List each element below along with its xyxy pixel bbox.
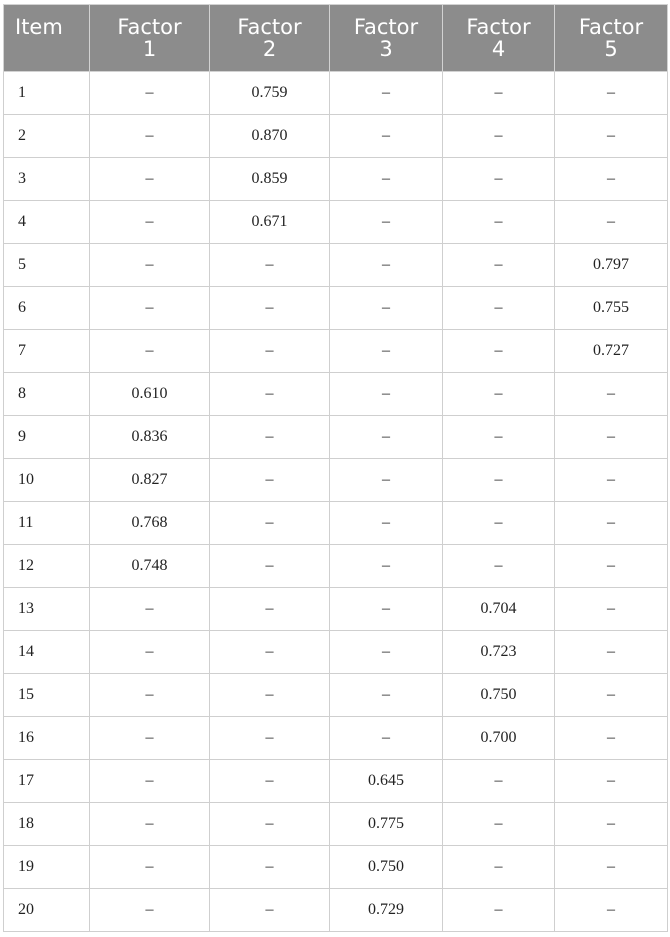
factor-2-loading-cell: – [210, 330, 330, 373]
table-row [4, 502, 668, 545]
factor-4-loading-cell: – [443, 502, 555, 545]
factor-5-loading-cell: – [555, 760, 668, 803]
factor-4-loading-cell: – [443, 889, 555, 932]
table-row [4, 330, 668, 373]
item-number-cell: 19 [4, 846, 90, 889]
table-row [4, 674, 668, 717]
factor-5-loading-cell: – [555, 158, 668, 201]
factor-3-loading-cell: – [330, 459, 443, 502]
table-body [4, 72, 668, 932]
table-row [4, 588, 668, 631]
factor-3-loading-cell: 0.729 [330, 889, 443, 932]
factor-3-loading-cell: – [330, 115, 443, 158]
item-number-cell: 11 [4, 502, 90, 545]
item-number-cell: 20 [4, 889, 90, 932]
factor-5-loading-cell: 0.727 [555, 330, 668, 373]
factor-1-loading-cell: – [90, 330, 210, 373]
factor-1-loading-cell: – [90, 760, 210, 803]
header-label-line: 5 [604, 37, 618, 61]
table-row [4, 631, 668, 674]
header-label-line: 2 [262, 37, 277, 61]
factor-3-loading-cell: – [330, 588, 443, 631]
item-number-cell: 16 [4, 717, 90, 760]
factor-2-loading-cell: – [210, 416, 330, 459]
factor-1-loading-cell: – [90, 674, 210, 717]
factor-4-loading-cell: – [443, 72, 555, 115]
factor-2-loading-cell: – [210, 803, 330, 846]
factor-3-loading-cell: – [330, 244, 443, 287]
factor-5-loading-cell: – [555, 373, 668, 416]
factor-3-loading-cell: 0.750 [330, 846, 443, 889]
factor-loadings-table [3, 4, 668, 932]
factor-5-loading-cell: 0.797 [555, 244, 668, 287]
factor-3-loading-cell: – [330, 631, 443, 674]
item-number-cell: 3 [4, 158, 90, 201]
table-row [4, 72, 668, 115]
factor-5-loading-cell: – [555, 674, 668, 717]
factor-1-loading-cell: – [90, 889, 210, 932]
factor-1-loading-cell: 0.748 [90, 545, 210, 588]
header-label-line: Factor [466, 15, 531, 39]
factor-1-loading-cell: – [90, 717, 210, 760]
factor-3-loading-cell: – [330, 674, 443, 717]
factor-5-loading-cell: – [555, 502, 668, 545]
item-number-cell: 17 [4, 760, 90, 803]
factor-3-loading-cell: – [330, 502, 443, 545]
factor-3-loading-cell: – [330, 373, 443, 416]
column-header-factor-3 [330, 5, 443, 72]
factor-2-loading-cell: 0.759 [210, 72, 330, 115]
factor-1-loading-cell: – [90, 287, 210, 330]
factor-5-loading-cell: 0.755 [555, 287, 668, 330]
factor-3-loading-cell: – [330, 717, 443, 760]
factor-3-loading-cell: – [330, 72, 443, 115]
factor-5-loading-cell: – [555, 588, 668, 631]
item-number-cell: 14 [4, 631, 90, 674]
factor-4-loading-cell: 0.723 [443, 631, 555, 674]
factor-5-loading-cell: – [555, 72, 668, 115]
factor-2-loading-cell: – [210, 373, 330, 416]
item-number-cell: 2 [4, 115, 90, 158]
table-row [4, 459, 668, 502]
table-row [4, 717, 668, 760]
table-row [4, 115, 668, 158]
factor-2-loading-cell: – [210, 674, 330, 717]
factor-1-loading-cell: – [90, 158, 210, 201]
factor-1-loading-cell: – [90, 115, 210, 158]
factor-2-loading-cell: 0.671 [210, 201, 330, 244]
item-number-cell: 15 [4, 674, 90, 717]
factor-2-loading-cell: – [210, 459, 330, 502]
factor-4-loading-cell: – [443, 545, 555, 588]
factor-2-loading-cell: – [210, 244, 330, 287]
table-header [4, 5, 668, 72]
factor-5-loading-cell: – [555, 803, 668, 846]
factor-3-loading-cell: 0.645 [330, 760, 443, 803]
factor-1-loading-cell: 0.768 [90, 502, 210, 545]
factor-2-loading-cell: – [210, 760, 330, 803]
factor-5-loading-cell: – [555, 889, 668, 932]
factor-5-loading-cell: – [555, 717, 668, 760]
factor-loadings-table-container [3, 4, 667, 932]
factor-5-loading-cell: – [555, 631, 668, 674]
header-label-line: Item [15, 15, 63, 39]
factor-4-loading-cell: – [443, 244, 555, 287]
item-number-cell: 1 [4, 72, 90, 115]
factor-3-loading-cell: 0.775 [330, 803, 443, 846]
factor-1-loading-cell: – [90, 244, 210, 287]
factor-4-loading-cell: – [443, 287, 555, 330]
table-row [4, 760, 668, 803]
item-number-cell: 6 [4, 287, 90, 330]
factor-3-loading-cell: – [330, 201, 443, 244]
item-number-cell: 13 [4, 588, 90, 631]
factor-1-loading-cell: – [90, 588, 210, 631]
factor-2-loading-cell: – [210, 846, 330, 889]
factor-1-loading-cell: 0.610 [90, 373, 210, 416]
factor-4-loading-cell: – [443, 373, 555, 416]
factor-4-loading-cell: – [443, 416, 555, 459]
header-row [4, 5, 668, 72]
factor-5-loading-cell: – [555, 201, 668, 244]
factor-2-loading-cell: – [210, 631, 330, 674]
item-number-cell: 5 [4, 244, 90, 287]
factor-1-loading-cell: – [90, 631, 210, 674]
table-row [4, 201, 668, 244]
column-header-factor-5 [555, 5, 668, 72]
factor-2-loading-cell: – [210, 502, 330, 545]
table-row [4, 244, 668, 287]
column-header-factor-1 [90, 5, 210, 72]
item-number-cell: 7 [4, 330, 90, 373]
item-number-cell: 10 [4, 459, 90, 502]
factor-4-loading-cell: – [443, 803, 555, 846]
factor-3-loading-cell: – [330, 158, 443, 201]
table-row [4, 416, 668, 459]
factor-4-loading-cell: – [443, 459, 555, 502]
factor-2-loading-cell: – [210, 889, 330, 932]
factor-4-loading-cell: – [443, 158, 555, 201]
item-number-cell: 18 [4, 803, 90, 846]
factor-3-loading-cell: – [330, 416, 443, 459]
factor-2-loading-cell: – [210, 287, 330, 330]
factor-1-loading-cell: 0.836 [90, 416, 210, 459]
factor-1-loading-cell: – [90, 846, 210, 889]
factor-2-loading-cell: – [210, 588, 330, 631]
factor-5-loading-cell: – [555, 545, 668, 588]
header-label-line: Factor [237, 15, 302, 39]
table-row [4, 889, 668, 932]
header-label-line: Factor [117, 15, 182, 39]
factor-4-loading-cell: – [443, 760, 555, 803]
factor-5-loading-cell: – [555, 846, 668, 889]
factor-5-loading-cell: – [555, 115, 668, 158]
column-header-item [4, 5, 90, 72]
table-row [4, 846, 668, 889]
table-row [4, 803, 668, 846]
factor-1-loading-cell: – [90, 803, 210, 846]
factor-1-loading-cell: 0.827 [90, 459, 210, 502]
factor-3-loading-cell: – [330, 330, 443, 373]
header-label-line: 3 [379, 37, 393, 61]
factor-2-loading-cell: – [210, 545, 330, 588]
factor-2-loading-cell: – [210, 717, 330, 760]
factor-4-loading-cell: – [443, 330, 555, 373]
factor-1-loading-cell: – [90, 72, 210, 115]
factor-2-loading-cell: 0.870 [210, 115, 330, 158]
factor-3-loading-cell: – [330, 545, 443, 588]
factor-4-loading-cell: – [443, 846, 555, 889]
factor-4-loading-cell: – [443, 201, 555, 244]
factor-4-loading-cell: 0.750 [443, 674, 555, 717]
item-number-cell: 4 [4, 201, 90, 244]
header-label-line: Factor [353, 15, 419, 39]
column-header-factor-4 [443, 5, 555, 72]
factor-4-loading-cell: 0.700 [443, 717, 555, 760]
item-number-cell: 12 [4, 545, 90, 588]
table-row [4, 158, 668, 201]
factor-4-loading-cell: 0.704 [443, 588, 555, 631]
header-label-line: 4 [491, 37, 506, 61]
item-number-cell: 9 [4, 416, 90, 459]
item-number-cell: 8 [4, 373, 90, 416]
column-header-factor-2 [210, 5, 330, 72]
table-row [4, 373, 668, 416]
factor-1-loading-cell: – [90, 201, 210, 244]
header-label-line: Factor [578, 15, 644, 39]
table-row [4, 545, 668, 588]
factor-5-loading-cell: – [555, 416, 668, 459]
header-label-line: 1 [142, 37, 157, 61]
factor-3-loading-cell: – [330, 287, 443, 330]
factor-4-loading-cell: – [443, 115, 555, 158]
factor-2-loading-cell: 0.859 [210, 158, 330, 201]
table-row [4, 287, 668, 330]
factor-5-loading-cell: – [555, 459, 668, 502]
